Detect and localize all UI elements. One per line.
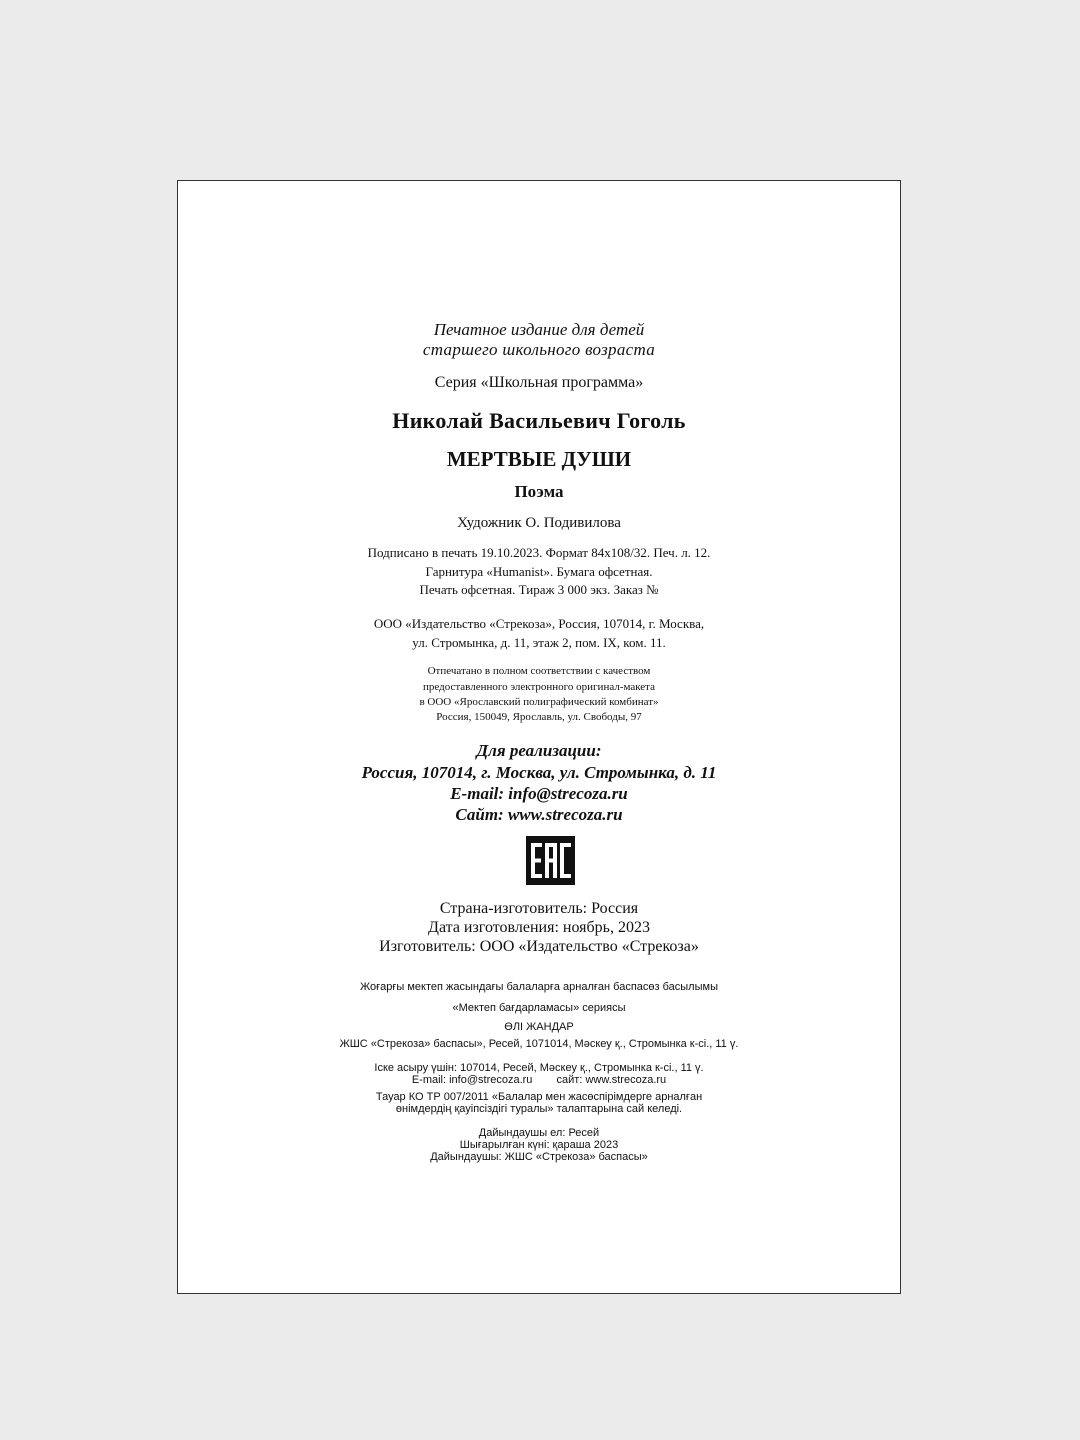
manufacture-date: Дата изготовления: ноябрь, 2023 [428,919,650,936]
kazakh-line-11: Дайындаушы: ЖШС «Стрекоза» баспасы» [430,1151,648,1163]
publisher-line-2: ул. Стромынка, д. 11, этаж 2, пом. IX, ком. 11. [412,635,666,650]
audience-line-2: старшего школьного возраста [422,340,656,359]
eac-certification-icon [526,836,575,885]
kazakh-line-10: Шығарылған күні: қараша 2023 [459,1139,619,1151]
artist-credit: Художник О. Подивилова [457,515,621,531]
kazakh-line-5: Іске асыру үшін: 107014, Ресей, Мәскеу қ., Стромынка к-сі., 11 ү. [374,1062,704,1074]
book-genre: Поэма [514,482,564,501]
kazakh-line-3: ӨЛІ ЖАНДАР [504,1021,574,1033]
country-of-manufacture: Страна-изготовитель: Россия [439,900,639,917]
author-name: Николай Васильевич Гоголь [392,408,686,433]
book-imprint-page [177,180,901,1294]
kazakh-line-6 [178,1075,900,1086]
print-info-line-1: Подписано в печать 19.10.2023. Формат 84x108/32. Печ. л. 12. [367,545,711,560]
printer-line-1: Отпечатано в полном соответствии с качеством [427,665,651,677]
kazakh-email: E-mail: info@strecoza.ru [411,1074,533,1086]
kazakh-line-2: «Мектеп бағдарламасы» сериясы [452,1002,626,1014]
sales-site: Сайт: www.strecoza.ru [455,805,623,824]
kazakh-line-7: Тауар КО ТР 007/2011 «Балалар мен жасөспірімдерге арналған [375,1091,703,1103]
kazakh-line-4: ЖШС «Стрекоза» баспасы», Ресей, 1071014, Мәскеу қ., Стромынка к-сі., 11 ү. [339,1038,739,1050]
kazakh-line-8: өнімдердің қауіпсіздігі туралы» талаптарына сай келеді. [395,1103,683,1115]
publisher-line-1: ООО «Издательство «Стрекоза», Россия, 107014, г. Москва, [373,616,705,631]
series-line: Серия «Школьная программа» [434,374,644,391]
audience-line-1: Печатное издание для детей [433,320,645,339]
sales-heading: Для реализации: [476,741,602,760]
book-title: МЕРТВЫЕ ДУШИ [446,447,632,471]
sales-email: E-mail: info@strecoza.ru [450,784,628,803]
printer-line-3: в ООО «Ярославский полиграфический комбинат» [419,696,659,708]
print-info-line-3: Печать офсетная. Тираж 3 000 экз. Заказ № [419,582,659,597]
kazakh-line-1: Жоғарғы мектеп жасындағы балаларға арналған баспасөз басылымы [360,981,718,993]
kazakh-line-9: Дайындаушы ел: Ресей [478,1127,600,1139]
kazakh-site: сайт: www.strecoza.ru [556,1074,667,1086]
sales-address: Россия, 107014, г. Москва, ул. Стромынка, д. 11 [361,763,717,782]
manufacturer: Изготовитель: ООО «Издательство «Стрекоза» [379,938,699,955]
print-info-line-2: Гарнитура «Humanist». Бумага офсетная. [425,564,653,579]
printer-line-2: предоставленного электронного оригинал-макета [422,681,656,693]
printer-line-4: Россия, 150049, Ярославль, ул. Свободы, 97 [436,711,642,723]
